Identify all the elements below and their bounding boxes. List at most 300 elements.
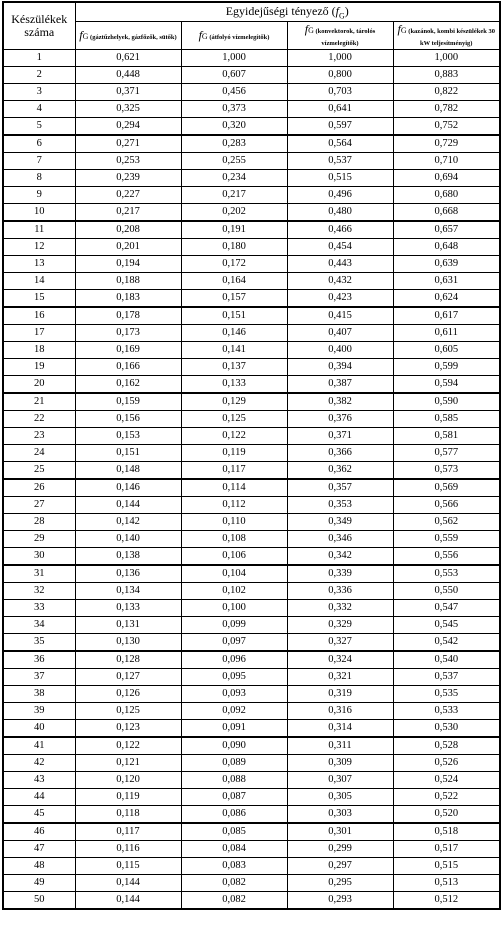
device-count-header: Készülékek száma [3,2,75,50]
flow-heater-factor-cell: 0,217 [181,187,287,204]
convector-factor-cell: 0,327 [287,634,393,652]
stove-factor-cell: 0,178 [75,307,181,325]
device-count-cell: 23 [3,428,75,445]
boiler-factor-cell: 0,562 [393,514,500,531]
convector-factor-cell: 0,480 [287,204,393,222]
simultaneity-factor-header: Egyidejűségi tényező $(f_G)$ [75,2,500,22]
device-count-cell: 3 [3,84,75,101]
convector-factor-cell: 0,703 [287,84,393,101]
table-row [3,720,500,738]
convector-factor-cell: 0,353 [287,497,393,514]
boiler-factor-cell: 0,590 [393,393,500,411]
flow-heater-factor-cell: 0,117 [181,462,287,480]
table-row [3,359,500,376]
device-count-cell: 17 [3,325,75,342]
device-count-cell: 41 [3,737,75,755]
boiler-factor-cell: 0,518 [393,823,500,841]
boiler-factor-cell: 1,000 [393,50,500,67]
flow-heater-factor-cell: 0,089 [181,755,287,772]
table-row [3,170,500,187]
stove-factor-cell: 0,166 [75,359,181,376]
flow-heater-factor-cell: 0,137 [181,359,287,376]
boiler-factor-cell: 0,569 [393,479,500,497]
device-count-cell: 38 [3,686,75,703]
stove-factor-cell: 0,126 [75,686,181,703]
device-count-cell: 33 [3,600,75,617]
device-count-cell: 7 [3,153,75,170]
table-row [3,445,500,462]
boiler-factor-cell: 0,594 [393,376,500,394]
convector-factor-cell: 0,357 [287,479,393,497]
table-row [3,307,500,325]
device-count-cell: 32 [3,583,75,600]
table-row [3,479,500,497]
device-count-cell: 46 [3,823,75,841]
table-row [3,600,500,617]
boiler-factor-cell: 0,694 [393,170,500,187]
stove-factor-cell: 0,294 [75,118,181,136]
boiler-factor-cell: 0,537 [393,669,500,686]
stove-factor-cell: 0,371 [75,84,181,101]
device-count-cell: 49 [3,875,75,892]
stove-factor-cell: 0,162 [75,376,181,394]
convector-factor-cell: 0,407 [287,325,393,342]
device-count-cell: 21 [3,393,75,411]
stove-factor-cell: 0,271 [75,135,181,153]
device-count-cell: 34 [3,617,75,634]
flow-heater-factor-cell: 0,099 [181,617,287,634]
boiler-factor-cell: 0,526 [393,755,500,772]
table-row [3,187,500,204]
stove-factor-cell: 0,144 [75,497,181,514]
boiler-factor-cell: 0,556 [393,548,500,566]
stove-factor-cell: 0,173 [75,325,181,342]
stove-factor-cell: 0,448 [75,67,181,84]
stove-factor-cell: 0,153 [75,428,181,445]
flow-heater-factor-cell: 0,125 [181,411,287,428]
convector-factor-cell: 0,641 [287,101,393,118]
table-row [3,67,500,84]
table-row [3,858,500,875]
boiler-factor-cell: 0,599 [393,359,500,376]
table-row [3,703,500,720]
table-row [3,617,500,634]
flow-heater-factor-cell: 0,082 [181,875,287,892]
convector-factor-cell: 0,295 [287,875,393,892]
stove-factor-cell: 0,130 [75,634,181,652]
convector-factor-cell: 0,329 [287,617,393,634]
flow-heater-factor-cell: 0,141 [181,342,287,359]
convector-factor-cell: 0,339 [287,565,393,583]
convector-factor-cell: 0,597 [287,118,393,136]
device-count-cell: 36 [3,651,75,669]
boiler-factor-cell: 0,617 [393,307,500,325]
stove-factor-cell: 0,227 [75,187,181,204]
flow-heater-factor-cell: 1,000 [181,50,287,67]
boiler-factor-cell: 0,883 [393,67,500,84]
stove-factor-cell: 0,115 [75,858,181,875]
device-count-cell: 42 [3,755,75,772]
device-count-cell: 37 [3,669,75,686]
boiler-factor-cell: 0,542 [393,634,500,652]
convector-factor-cell: 0,382 [287,393,393,411]
convector-factor-cell: 0,309 [287,755,393,772]
device-count-cell: 12 [3,239,75,256]
table-row [3,514,500,531]
boiler-factor-cell: 0,566 [393,497,500,514]
stove-factor-cell: 0,138 [75,548,181,566]
table-row [3,737,500,755]
table-row [3,686,500,703]
flow-heater-factor-cell: 0,151 [181,307,287,325]
table-row [3,823,500,841]
convector-factor-cell: 0,349 [287,514,393,531]
device-count-cell: 11 [3,221,75,239]
boiler-factor-cell: 0,639 [393,256,500,273]
boiler-factor-cell: 0,522 [393,789,500,806]
stove-factor-cell: 0,140 [75,531,181,548]
convector-factor-cell: 0,303 [287,806,393,824]
convector-factor-cell: 0,371 [287,428,393,445]
table-row [3,755,500,772]
table-row [3,875,500,892]
flow-heater-factor-cell: 0,114 [181,479,287,497]
stove-factor-cell: 0,146 [75,479,181,497]
device-count-cell: 16 [3,307,75,325]
convector-factor-cell: 0,537 [287,153,393,170]
stove-factor-cell: 0,122 [75,737,181,755]
boiler-factor-cell: 0,550 [393,583,500,600]
device-count-cell: 45 [3,806,75,824]
boiler-factor-cell: 0,611 [393,325,500,342]
flow-heater-factor-cell: 0,088 [181,772,287,789]
flow-heater-factor-cell: 0,091 [181,720,287,738]
flow-heater-factor-cell: 0,096 [181,651,287,669]
flow-heater-factor-cell: 0,180 [181,239,287,256]
stove-factor-cell: 0,151 [75,445,181,462]
flow-heater-factor-cell: 0,087 [181,789,287,806]
stove-factor-cell: 0,120 [75,772,181,789]
convector-factor-cell: 0,376 [287,411,393,428]
device-count-cell: 14 [3,273,75,290]
convector-factor-cell: 0,454 [287,239,393,256]
stove-factor-cell: 0,119 [75,789,181,806]
boiler-factor-cell: 0,515 [393,858,500,875]
stove-factor-cell: 0,144 [75,875,181,892]
stove-factor-cell: 0,133 [75,600,181,617]
table-row [3,393,500,411]
boiler-factor-cell: 0,520 [393,806,500,824]
flow-heater-factor-cell: 0,164 [181,273,287,290]
column-header-stoves: fG (gáztűzhelyek, gázfőzők, sütők) [75,22,181,50]
flow-heater-factor-cell: 0,083 [181,858,287,875]
boiler-factor-cell: 0,512 [393,892,500,910]
boiler-factor-cell: 0,729 [393,135,500,153]
flow-heater-factor-cell: 0,146 [181,325,287,342]
convector-factor-cell: 0,800 [287,67,393,84]
stove-factor-cell: 0,208 [75,221,181,239]
device-count-cell: 43 [3,772,75,789]
device-count-cell: 47 [3,841,75,858]
boiler-factor-cell: 0,577 [393,445,500,462]
table-row [3,892,500,910]
stove-factor-cell: 0,144 [75,892,181,910]
device-count-cell: 26 [3,479,75,497]
table-body [3,50,500,910]
flow-heater-factor-cell: 0,102 [181,583,287,600]
convector-factor-cell: 0,311 [287,737,393,755]
boiler-factor-cell: 0,581 [393,428,500,445]
flow-heater-factor-cell: 0,106 [181,548,287,566]
stove-factor-cell: 0,116 [75,841,181,858]
device-count-cell: 27 [3,497,75,514]
flow-heater-factor-cell: 0,110 [181,514,287,531]
table-row [3,806,500,824]
boiler-factor-cell: 0,528 [393,737,500,755]
stove-factor-cell: 0,118 [75,806,181,824]
table-row [3,376,500,394]
convector-factor-cell: 0,564 [287,135,393,153]
table-row [3,583,500,600]
stove-factor-cell: 0,128 [75,651,181,669]
device-count-cell: 6 [3,135,75,153]
table-row [3,84,500,101]
stove-factor-cell: 0,201 [75,239,181,256]
boiler-factor-cell: 0,535 [393,686,500,703]
flow-heater-factor-cell: 0,234 [181,170,287,187]
convector-factor-cell: 0,305 [287,789,393,806]
stove-factor-cell: 0,131 [75,617,181,634]
boiler-factor-cell: 0,530 [393,720,500,738]
table-row [3,411,500,428]
flow-heater-factor-cell: 0,082 [181,892,287,910]
convector-factor-cell: 0,314 [287,720,393,738]
flow-heater-factor-cell: 0,085 [181,823,287,841]
device-count-cell: 22 [3,411,75,428]
flow-heater-factor-cell: 0,097 [181,634,287,652]
column-header-flow-heaters: fG (átfolyó vízmelegítők) [181,22,287,50]
table-row [3,428,500,445]
flow-heater-factor-cell: 0,129 [181,393,287,411]
stove-factor-cell: 0,136 [75,565,181,583]
table-row [3,118,500,136]
convector-factor-cell: 0,415 [287,307,393,325]
flow-heater-factor-cell: 0,157 [181,290,287,308]
device-count-cell: 28 [3,514,75,531]
stove-factor-cell: 0,253 [75,153,181,170]
table-row [3,221,500,239]
convector-factor-cell: 0,301 [287,823,393,841]
boiler-factor-cell: 0,585 [393,411,500,428]
simultaneity-factor-table-container [2,1,501,910]
device-count-cell: 2 [3,67,75,84]
convector-factor-cell: 0,443 [287,256,393,273]
convector-factor-cell: 0,316 [287,703,393,720]
flow-heater-factor-cell: 0,100 [181,600,287,617]
table-row [3,239,500,256]
boiler-factor-cell: 0,668 [393,204,500,222]
convector-factor-cell: 0,346 [287,531,393,548]
table-row [3,841,500,858]
table-row [3,135,500,153]
table-row [3,651,500,669]
device-count-cell: 40 [3,720,75,738]
table-row [3,290,500,308]
stove-factor-cell: 0,183 [75,290,181,308]
stove-factor-cell: 0,148 [75,462,181,480]
device-count-cell: 44 [3,789,75,806]
boiler-factor-cell: 0,657 [393,221,500,239]
boiler-factor-cell: 0,822 [393,84,500,101]
flow-heater-factor-cell: 0,093 [181,686,287,703]
table-row [3,772,500,789]
flow-heater-factor-cell: 0,104 [181,565,287,583]
convector-factor-cell: 0,324 [287,651,393,669]
table-row [3,342,500,359]
device-count-cell: 4 [3,101,75,118]
convector-factor-cell: 0,336 [287,583,393,600]
device-count-cell: 9 [3,187,75,204]
device-count-cell: 1 [3,50,75,67]
convector-factor-cell: 0,387 [287,376,393,394]
table-row [3,204,500,222]
convector-factor-cell: 0,299 [287,841,393,858]
convector-factor-cell: 0,297 [287,858,393,875]
stove-factor-cell: 0,121 [75,755,181,772]
flow-heater-factor-cell: 0,607 [181,67,287,84]
stove-factor-cell: 0,134 [75,583,181,600]
stove-factor-cell: 0,169 [75,342,181,359]
convector-factor-cell: 0,432 [287,273,393,290]
boiler-factor-cell: 0,559 [393,531,500,548]
table-row [3,634,500,652]
table-row [3,548,500,566]
device-count-cell: 30 [3,548,75,566]
stove-factor-cell: 0,621 [75,50,181,67]
flow-heater-factor-cell: 0,255 [181,153,287,170]
convector-factor-cell: 0,293 [287,892,393,910]
boiler-factor-cell: 0,540 [393,651,500,669]
device-count-cell: 39 [3,703,75,720]
flow-heater-factor-cell: 0,092 [181,703,287,720]
stove-factor-cell: 0,117 [75,823,181,841]
table-row [3,101,500,118]
device-count-cell: 24 [3,445,75,462]
convector-factor-cell: 0,307 [287,772,393,789]
device-count-cell: 25 [3,462,75,480]
stove-factor-cell: 0,156 [75,411,181,428]
device-count-cell: 35 [3,634,75,652]
column-header-convectors: fG (konvektorok, tárolós vízmelegítők) [287,22,393,50]
convector-factor-cell: 0,423 [287,290,393,308]
boiler-factor-cell: 0,648 [393,239,500,256]
table-row [3,50,500,67]
flow-heater-factor-cell: 0,084 [181,841,287,858]
device-count-cell: 18 [3,342,75,359]
device-count-cell: 20 [3,376,75,394]
boiler-factor-cell: 0,547 [393,600,500,617]
table-row [3,273,500,290]
table-row [3,565,500,583]
boiler-factor-cell: 0,524 [393,772,500,789]
boiler-factor-cell: 0,517 [393,841,500,858]
stove-factor-cell: 0,159 [75,393,181,411]
boiler-factor-cell: 0,631 [393,273,500,290]
stove-factor-cell: 0,325 [75,101,181,118]
stove-factor-cell: 0,123 [75,720,181,738]
stove-factor-cell: 0,217 [75,204,181,222]
stove-factor-cell: 0,142 [75,514,181,531]
simultaneity-factor-table [2,1,501,910]
boiler-factor-cell: 0,710 [393,153,500,170]
device-count-cell: 19 [3,359,75,376]
flow-heater-factor-cell: 0,191 [181,221,287,239]
device-count-cell: 8 [3,170,75,187]
boiler-factor-cell: 0,545 [393,617,500,634]
boiler-factor-cell: 0,553 [393,565,500,583]
stove-factor-cell: 0,194 [75,256,181,273]
boiler-factor-cell: 0,605 [393,342,500,359]
flow-heater-factor-cell: 0,283 [181,135,287,153]
table-row [3,325,500,342]
flow-heater-factor-cell: 0,202 [181,204,287,222]
flow-heater-factor-cell: 0,090 [181,737,287,755]
convector-factor-cell: 0,515 [287,170,393,187]
table-row [3,789,500,806]
stove-factor-cell: 0,127 [75,669,181,686]
convector-factor-cell: 0,332 [287,600,393,617]
device-count-cell: 5 [3,118,75,136]
flow-heater-factor-cell: 0,112 [181,497,287,514]
boiler-factor-cell: 0,624 [393,290,500,308]
flow-heater-factor-cell: 0,122 [181,428,287,445]
table-row [3,669,500,686]
table-row [3,497,500,514]
column-header-boilers: fG (kazánok, kombi készülékek 30 kW teljesítményig) [393,22,500,50]
flow-heater-factor-cell: 0,133 [181,376,287,394]
flow-heater-factor-cell: 0,320 [181,118,287,136]
convector-factor-cell: 0,342 [287,548,393,566]
boiler-factor-cell: 0,782 [393,101,500,118]
convector-factor-cell: 0,496 [287,187,393,204]
flow-heater-factor-cell: 0,172 [181,256,287,273]
boiler-factor-cell: 0,513 [393,875,500,892]
flow-heater-factor-cell: 0,095 [181,669,287,686]
stove-factor-cell: 0,125 [75,703,181,720]
convector-factor-cell: 0,466 [287,221,393,239]
device-count-cell: 48 [3,858,75,875]
flow-heater-factor-cell: 0,119 [181,445,287,462]
flow-heater-factor-cell: 0,373 [181,101,287,118]
flow-heater-factor-cell: 0,456 [181,84,287,101]
device-count-cell: 13 [3,256,75,273]
boiler-factor-cell: 0,573 [393,462,500,480]
convector-factor-cell: 1,000 [287,50,393,67]
device-count-cell: 29 [3,531,75,548]
table-row [3,531,500,548]
convector-factor-cell: 0,394 [287,359,393,376]
device-count-cell: 15 [3,290,75,308]
device-count-cell: 10 [3,204,75,222]
convector-factor-cell: 0,400 [287,342,393,359]
table-row [3,153,500,170]
flow-heater-factor-cell: 0,108 [181,531,287,548]
boiler-factor-cell: 0,533 [393,703,500,720]
stove-factor-cell: 0,188 [75,273,181,290]
convector-factor-cell: 0,362 [287,462,393,480]
convector-factor-cell: 0,321 [287,669,393,686]
device-count-cell: 31 [3,565,75,583]
